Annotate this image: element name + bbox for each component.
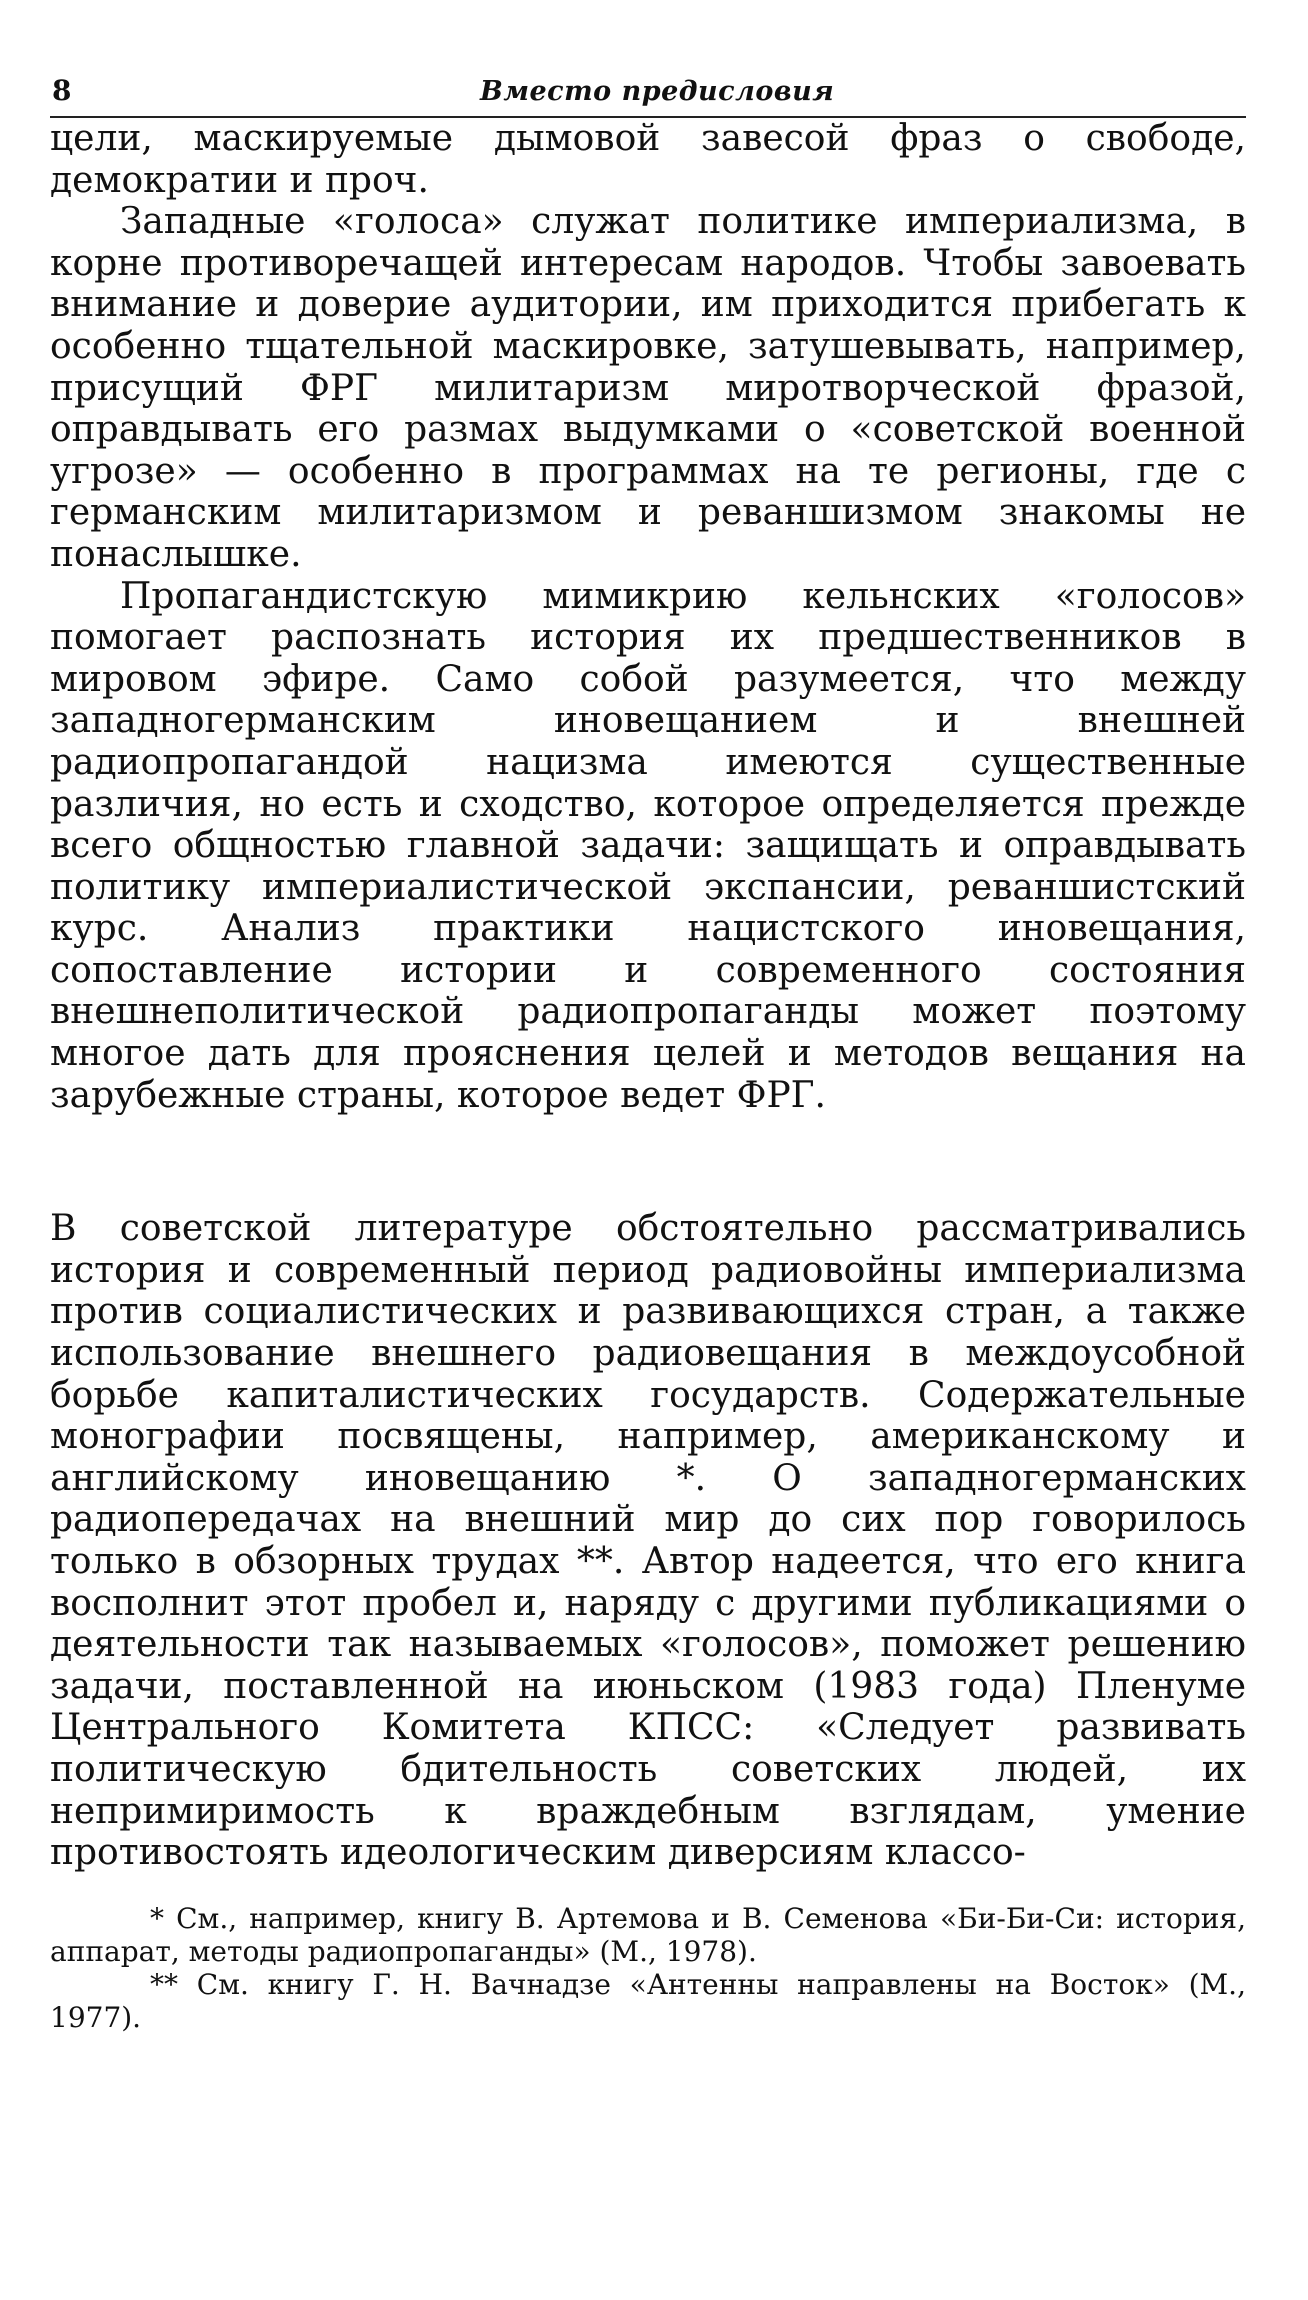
running-title: Вместо предисловия	[480, 76, 835, 107]
footnote-1: * См., например, книгу В. Артемова и В. Семенова «Би-Би-Си: история, аппарат, методы радиопропаганды» (М., 1978).	[50, 1901, 1246, 1968]
body-text	[50, 118, 1246, 1874]
paragraph-4: В советской литературе обстоятельно рассматривались история и современный период радиовойны империализма против социалистических и развивающихся стран, а также использование внешнего радиовещания в междоусобной борьбе капиталистических государств. Содержательные монографии посвящены, например, американскому и английскому иновещанию *. О западногерманских радиопередачах на внешний мир до сих пор говорилось только в обзорных трудах **. Автор надеется, что его книга восполнит этот пробел и, наряду с другими публикациями о деятельности так называемых «голосов», поможет решению задачи, поставленной на июньском (1983 года) Пленуме Центрального Комитета КПСС: «Следует развивать политическую бдительность советских людей, их непримиримость к враждебным взглядам, умение противостоять идеологическим диверсиям классо-	[50, 1208, 1246, 1874]
paragraph-2: Западные «голоса» служат политике империализма, в корне противоречащей интересам народов. Чтобы завоевать внимание и доверие аудитории, им приходится прибегать к особенно тщательной маскировке, затушевывать, например, присущий ФРГ милитаризм миротворческой фразой, оправдывать его размах выдумками о «советской военной угрозе» — особенно в программах на те регионы, где с германским милитаризмом и реваншизмом знакомы не понаслышке.	[50, 201, 1246, 575]
footnote-2: ** См. книгу Г. Н. Вачнадзе «Антенны направлены на Восток» (М., 1977).	[50, 1967, 1246, 2034]
running-head	[50, 70, 1246, 118]
book-page	[50, 70, 1246, 2034]
paragraph-3: Пропагандистскую мимикрию кельнских «голосов» помогает распознать история их предшественников в мировом эфире. Само собой разумеется, что между западногерманским иновещанием и внешней радиопропагандой нацизма имеются существенные различия, но есть и сходство, которое определяется прежде всего общностью главной задачи: защищать и оправдывать политику империалистической экспансии, реваншистский курс. Анализ практики нацистского иновещания, сопоставление истории и современного состояния внешнеполитической радиопропаганды может поэтому многое дать для прояснения целей и методов вещания на зарубежные страны, которое ведет ФРГ.	[50, 575, 1246, 1116]
footnotes	[50, 1902, 1246, 2034]
section-break	[50, 1116, 1246, 1208]
paragraph-1: цели, маскируемые дымовой завесой фраз о свободе, демократии и проч.	[50, 118, 1246, 201]
page-number: 8	[52, 74, 72, 107]
